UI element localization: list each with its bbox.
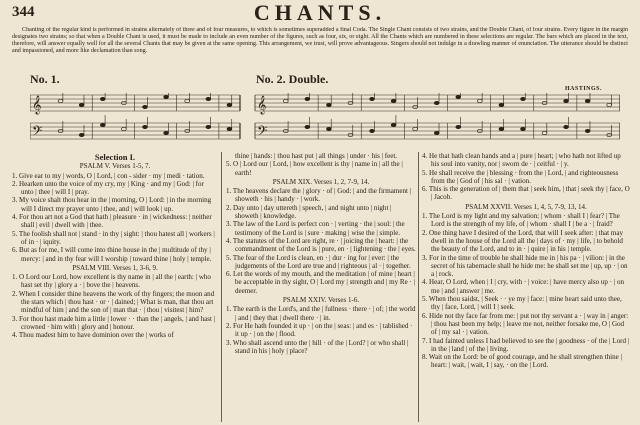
verse: 2. One thing have I desired of the Lord, that will I seek after: | that may dwell in the house of the Lord all the | days of · my | life, | to behold the beauty of the Lord, and to in · | quire | in his | temple. (422, 228, 624, 254)
note-head (227, 127, 232, 130)
note-head (143, 105, 148, 108)
psalm-heading: PSALM V. Verses 1-5, 7. (79, 162, 151, 171)
note-head (370, 97, 375, 100)
verse: 4. Hear, O Lord, when | I | cry, with · | voice: | have mercy also up · | on me | and | answer | me. (422, 278, 624, 295)
note-head (499, 127, 504, 130)
verse-list (226, 187, 416, 295)
note-head (79, 103, 84, 106)
verse: 7. I had fainted unless I had believed to see the | goodness · of the | Lord | in the | land | of the | living. (422, 336, 630, 353)
note-head (100, 123, 105, 126)
note-head (564, 125, 569, 128)
verse: 6. But as for me, I will come into thine house in the | multitude of thy | mercy: | and in thy fear will I worship | toward thine | holy | temple. (12, 246, 212, 263)
note-head (327, 127, 332, 130)
verse: 3. Who shall ascend unto the | hill · of the | Lord? | or who shall | stand in his | holy | place? (226, 338, 409, 355)
note-head (283, 99, 288, 102)
note-head (499, 103, 504, 106)
clef-icon: 𝄞 (32, 95, 42, 114)
verse: 5. The fear of the Lord is clean, en · | dur · ing for | ever: | the judgements of the Lord are true and | righteous | al · | together. (226, 253, 411, 270)
note-head (477, 99, 482, 102)
note-head (227, 103, 232, 106)
column-3 (422, 152, 630, 422)
tune-name: HASTINGS. (565, 86, 603, 92)
column-rule-2 (418, 152, 419, 422)
verse: 2. Day unto | day uttereth | speech, | and night unto | night | showeth | knowledge. (226, 203, 392, 221)
verse: 6. This is the generation of | them that | seek him, | that | seek thy | face, O | Jacob. (422, 185, 630, 202)
verse: 2. For He hath founded it up · | on the | seas: | and es · | tablished · it up · | on the | flood. (226, 321, 413, 339)
verse: 2. Hearken unto the voice of my cry, my | King · and my | God: | for unto | thee | will I | pray. (12, 179, 204, 197)
verse: 5. The foolish shall not | stand · in thy | sight: | thou hatest all | workers | of in · | iquity. (12, 229, 215, 246)
verse-continuation: thine | hands: | thou hast put | all things | under · his | feet. (235, 152, 398, 160)
note-head (305, 125, 310, 128)
verse: 4. He that hath clean hands and a | pure | heart; | who hath not lifted up his soul into vanity, nor | sworn de · | ceitful · | y. (422, 152, 621, 169)
note-head (434, 131, 439, 134)
verse: 4. The statutes of the Lord are right, re · | joicing the | heart: | the commandment of the Lord is | pure, en · | lightening · the | eyes. (226, 236, 416, 254)
verse: 5. He shall receive the | blessing · from the | Lord, | and righteousness from the | God of | his sal · | vation. (422, 168, 619, 185)
page-number: 344 (12, 4, 35, 20)
note-head (585, 129, 590, 132)
verse: 1. The earth is the Lord's, and the | fullness · there · | of; | the world | and | they that | dwell there · | in. (226, 305, 416, 322)
note-head (185, 99, 190, 102)
psalm-heading: PSALM XIX. Verses 1, 2, 7-9, 14. (272, 177, 370, 186)
note-head (206, 125, 211, 128)
note-head (521, 127, 526, 130)
note-head (100, 97, 105, 100)
note-head (206, 97, 211, 100)
verse: 3. My voice shalt thou hear in the | morning, O | Lord: | in the morning will I direct my prayer unto | thee, and | will look | up. (12, 196, 212, 213)
chant-2-label: No. 2. Double. (256, 72, 329, 86)
verse: 3. The law of the Lord is perfect con · | verting · the | soul: | the testimony of the Lord is | sure · making | wise the | simple. (226, 220, 405, 237)
chant-1-label: No. 1. (30, 72, 60, 86)
note-head (305, 97, 310, 100)
intro-text: Chanting of the regular kind is performed in strains alternately of three and of four measures, to which is sometimes superadded a final Coda. The Single Chant consists of two strains, and the Double Chant, of four strains. Every figure in the margin designates two strains; so that when a Double Chant is used, it must be made to include an even number of the figures, such as four, six, or eight. All the Chants which are numbered in these selections are regular. The bars which are placed in the text, therefore, will answer equally well for all the several Chants that may be given at the same opening. This arrangement, we trust, will prove advantageous. Singers should not indulge in a drawling manner of enunciation. The utterance should be distinct and impassioned, and more like declamation than song. (12, 27, 628, 55)
verse-list (226, 160, 416, 177)
note-head (143, 125, 148, 128)
note-head (391, 123, 396, 126)
verse-list (12, 172, 218, 263)
note-head (79, 133, 84, 136)
verse: 5. O | Lord our | Lord, | how excellent is thy | name in | all the | earth! (226, 160, 403, 177)
clef-icon: 𝄢 (257, 123, 268, 142)
note-head (327, 103, 332, 106)
verse: 1. The heavens declare the | glory · of | God: | and the firmament | showeth · his | handy · | work. (226, 187, 412, 204)
verse-list (422, 152, 630, 202)
note-head (521, 97, 526, 100)
note-head (456, 95, 461, 98)
note-head (391, 99, 396, 102)
music-staves (30, 93, 620, 145)
note-head (164, 95, 169, 98)
verse: 3. For thou hast made him a little | lower · · than the | angels, | and hast | crowned · him with | glory and | honour. (12, 314, 216, 331)
note-head (121, 127, 126, 130)
verse: 5. When thou saidst, | Seek · · ye my | face: | mine heart said unto thee, thy | face, Lord, | will I | seek. (422, 295, 622, 312)
psalm-heading: PSALM VIII. Verses 1, 3-6, 9. (72, 263, 158, 272)
verse: 8. Wait on the Lord: be of good courage, and he shall strengthen thine | heart: | wait, | wait, I | say, · on the | Lord. (422, 353, 622, 370)
note-head (58, 99, 63, 102)
note-head (164, 131, 169, 134)
verse-list (226, 305, 416, 355)
psalm-heading: PSALM XXVII. Verses 1, 4, 5, 7-9, 13, 14. (465, 202, 587, 211)
note-head (370, 129, 375, 132)
verse: 1. The Lord is my light and my salvation; | whom · shall I | fear? | The Lord is the strength of my life, of | whom · shall I | be a · | fraid? (422, 212, 620, 229)
clef-icon: 𝄢 (32, 123, 43, 142)
verse: 6. Hide not thy face far from me: | put not thy servant a · | way in | anger: | thou hast been my help; | leave me not, neither forsake me, O | God of | my sal · | vation. (422, 311, 629, 337)
note-head (542, 131, 547, 134)
verse: 4. Thou madest him to have dominion over the | works of (12, 331, 174, 340)
column-1 (12, 152, 218, 422)
column-rule-1 (221, 152, 222, 422)
note-head (607, 103, 612, 106)
verse: 1. Give ear to my | words, O | Lord, | con - sider · my | medi · tation. (12, 171, 205, 180)
note-head (456, 125, 461, 128)
verse: 2. When I consider thine heavens the work of thy fingers; the moon and the stars which | thou hast · or · | dained; | What is man, that thou art mindful of him | and the son of | man that · | thou | visitest | him? (12, 289, 215, 315)
note-head (434, 101, 439, 104)
verse-list (422, 212, 630, 370)
note-head (564, 99, 569, 102)
column-2 (226, 152, 416, 422)
note-head (585, 99, 590, 102)
verse-list (12, 273, 218, 339)
selection-heading: Selection I. (94, 152, 136, 162)
verse: 4. For thou art not a God that hath | pleasure · in | wickedness: | neither shall | evil | dwell with | thee. (12, 213, 212, 230)
verse: 3. For in the time of trouble he shall hide me in | his pa · | vilion: | in the secret of his tabernacle shall he hide me: he shall set me | up, up · | on a | rock. (422, 253, 628, 279)
psalm-heading: PSALM XXIV. Verses 1-6. (282, 296, 360, 305)
verse: 1. O Lord our Lord, how excellent is thy name in | all the | earth: | who hast set thy | glory a · | bove the | heavens. (12, 273, 211, 290)
note-head (413, 127, 418, 130)
verse: 6. Let the words of my mouth, and the meditation | of mine | heart | be acceptable in thy sight, O | Lord my | strength and | my Re · | deemer. (226, 270, 416, 295)
clef-icon: 𝄞 (257, 95, 267, 114)
page-title: CHANTS. (253, 0, 387, 25)
